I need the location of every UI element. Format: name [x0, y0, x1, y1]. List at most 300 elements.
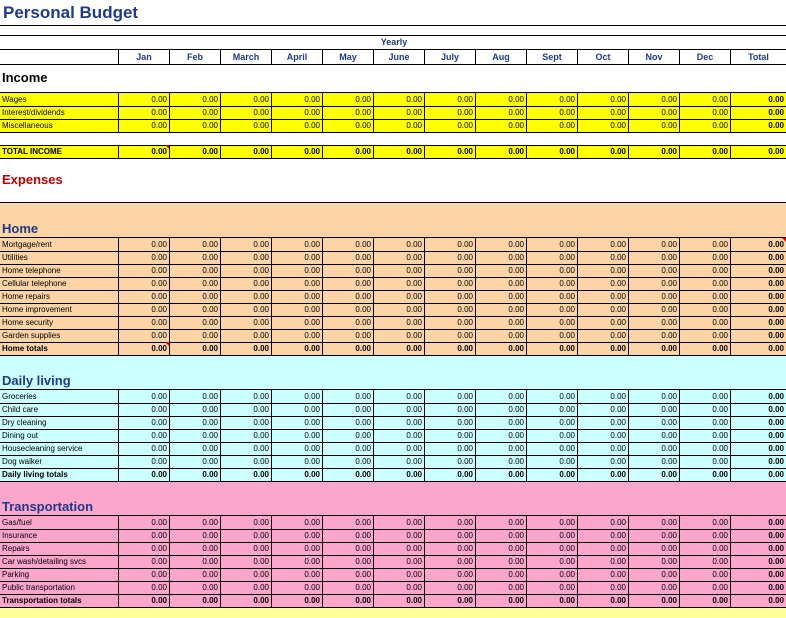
value-cell[interactable]: 0.00 — [220, 119, 271, 132]
value-cell[interactable]: 0.00 — [373, 93, 424, 106]
value-cell[interactable]: 0.00 — [475, 93, 526, 106]
value-cell[interactable]: 0.00 — [475, 238, 526, 251]
value-cell[interactable]: 0.00 — [169, 329, 220, 342]
value-cell[interactable]: 0.00 — [169, 316, 220, 329]
month-header-8[interactable]: Sept — [526, 50, 577, 64]
value-cell[interactable]: 0.00 — [679, 264, 730, 277]
value-cell[interactable]: 0.00 — [373, 568, 424, 581]
value-cell[interactable]: 0.00 — [118, 238, 169, 251]
value-cell[interactable]: 0.00 — [118, 290, 169, 303]
value-cell[interactable]: 0.00 — [628, 594, 679, 607]
value-cell[interactable]: 0.00 — [577, 238, 628, 251]
value-cell[interactable]: 0.00 — [628, 329, 679, 342]
value-cell[interactable]: 0.00 — [475, 429, 526, 442]
value-cell[interactable]: 0.00 — [526, 468, 577, 481]
value-cell[interactable]: 0.00 — [118, 277, 169, 290]
value-cell[interactable]: 0.00 — [169, 416, 220, 429]
value-cell[interactable]: 0.00 — [271, 342, 322, 355]
value-cell[interactable]: 0.00 — [730, 251, 786, 264]
value-cell[interactable]: 0.00 — [679, 581, 730, 594]
value-cell[interactable]: 0.00 — [220, 277, 271, 290]
value-cell[interactable]: 0.00 — [526, 568, 577, 581]
value-cell[interactable]: 0.00 — [373, 542, 424, 555]
value-cell[interactable]: 0.00 — [475, 145, 526, 158]
value-cell[interactable]: 0.00 — [322, 277, 373, 290]
value-cell[interactable]: 0.00 — [526, 442, 577, 455]
value-cell[interactable]: 0.00 — [628, 416, 679, 429]
month-header-7[interactable]: Aug — [475, 50, 526, 64]
value-cell[interactable]: 0.00 — [475, 251, 526, 264]
value-cell[interactable]: 0.00 — [220, 290, 271, 303]
value-cell[interactable]: 0.00 — [577, 416, 628, 429]
value-cell[interactable]: 0.00 — [271, 555, 322, 568]
value-cell[interactable]: 0.00 — [628, 442, 679, 455]
value-cell[interactable]: 0.00 — [169, 390, 220, 403]
value-cell[interactable]: 0.00 — [577, 581, 628, 594]
value-cell[interactable]: 0.00 — [628, 455, 679, 468]
value-cell[interactable]: 0.00 — [322, 429, 373, 442]
value-cell[interactable]: 0.00 — [118, 251, 169, 264]
value-cell[interactable]: 0.00 — [475, 416, 526, 429]
value-cell[interactable]: 0.00 — [118, 568, 169, 581]
value-cell[interactable]: 0.00 — [577, 568, 628, 581]
value-cell[interactable]: 0.00 — [526, 542, 577, 555]
value-cell[interactable]: 0.00 — [475, 342, 526, 355]
value-cell[interactable]: 0.00 — [577, 303, 628, 316]
value-cell[interactable]: 0.00 — [730, 555, 786, 568]
value-cell[interactable]: 0.00 — [577, 106, 628, 119]
value-cell[interactable]: 0.00 — [679, 290, 730, 303]
value-cell[interactable]: 0.00 — [271, 442, 322, 455]
value-cell[interactable]: 0.00 — [424, 429, 475, 442]
value-cell[interactable]: 0.00 — [271, 516, 322, 529]
value-cell[interactable]: 0.00 — [628, 106, 679, 119]
value-cell[interactable]: 0.00 — [373, 390, 424, 403]
value-cell[interactable]: 0.00 — [475, 119, 526, 132]
value-cell[interactable]: 0.00 — [577, 264, 628, 277]
value-cell[interactable]: 0.00 — [730, 468, 786, 481]
value-cell[interactable]: 0.00 — [424, 342, 475, 355]
value-cell[interactable]: 0.00 — [271, 303, 322, 316]
value-cell[interactable]: 0.00 — [628, 581, 679, 594]
value-cell[interactable]: 0.00 — [169, 555, 220, 568]
value-cell[interactable]: 0.00 — [526, 390, 577, 403]
value-cell[interactable]: 0.00 — [679, 468, 730, 481]
value-cell[interactable]: 0.00 — [118, 594, 169, 607]
value-cell[interactable]: 0.00 — [526, 106, 577, 119]
value-cell[interactable]: 0.00 — [118, 329, 169, 342]
value-cell[interactable]: 0.00 — [526, 594, 577, 607]
value-cell[interactable]: 0.00 — [373, 581, 424, 594]
value-cell[interactable]: 0.00 — [322, 329, 373, 342]
value-cell[interactable]: 0.00 — [322, 403, 373, 416]
value-cell[interactable]: 0.00 — [424, 468, 475, 481]
value-cell[interactable]: 0.00 — [169, 529, 220, 542]
value-cell[interactable]: 0.00 — [322, 442, 373, 455]
value-cell[interactable]: 0.00 — [322, 468, 373, 481]
value-cell[interactable]: 0.00 — [118, 403, 169, 416]
month-header-9[interactable]: Oct — [577, 50, 628, 64]
value-cell[interactable]: 0.00 — [679, 455, 730, 468]
value-cell[interactable]: 0.00 — [679, 316, 730, 329]
value-cell[interactable]: 0.00 — [169, 516, 220, 529]
value-cell[interactable]: 0.00 — [628, 342, 679, 355]
value-cell[interactable]: 0.00 — [322, 542, 373, 555]
value-cell[interactable]: 0.00 — [526, 455, 577, 468]
value-cell[interactable]: 0.00 — [679, 555, 730, 568]
value-cell[interactable]: 0.00 — [373, 403, 424, 416]
value-cell[interactable]: 0.00 — [220, 316, 271, 329]
value-cell[interactable]: 0.00 — [679, 238, 730, 251]
value-cell[interactable]: 0.00 — [730, 390, 786, 403]
value-cell[interactable]: 0.00 — [679, 529, 730, 542]
value-cell[interactable]: 0.00 — [322, 251, 373, 264]
value-cell[interactable]: 0.00 — [220, 106, 271, 119]
value-cell[interactable]: 0.00 — [322, 238, 373, 251]
month-header-11[interactable]: Dec — [679, 50, 730, 64]
value-cell[interactable]: 0.00 — [475, 277, 526, 290]
value-cell[interactable]: 0.00 — [424, 303, 475, 316]
value-cell[interactable]: 0.00 — [577, 119, 628, 132]
value-cell[interactable]: 0.00 — [424, 455, 475, 468]
value-cell[interactable]: 0.00 — [577, 290, 628, 303]
value-cell[interactable]: 0.00 — [730, 429, 786, 442]
value-cell[interactable]: 0.00 — [424, 581, 475, 594]
value-cell[interactable]: 0.00 — [169, 303, 220, 316]
value-cell[interactable]: 0.00 — [526, 416, 577, 429]
value-cell[interactable]: 0.00 — [730, 316, 786, 329]
value-cell[interactable]: 0.00 — [475, 468, 526, 481]
value-cell[interactable]: 0.00 — [220, 516, 271, 529]
value-cell[interactable]: 0.00 — [730, 516, 786, 529]
value-cell[interactable]: 0.00 — [475, 455, 526, 468]
value-cell[interactable]: 0.00 — [526, 251, 577, 264]
value-cell[interactable]: 0.00 — [169, 251, 220, 264]
value-cell[interactable]: 0.00 — [373, 342, 424, 355]
value-cell[interactable]: 0.00 — [628, 93, 679, 106]
value-cell[interactable]: 0.00 — [220, 581, 271, 594]
value-cell[interactable]: 0.00 — [322, 455, 373, 468]
value-cell[interactable]: 0.00 — [730, 264, 786, 277]
value-cell[interactable]: 0.00 — [169, 106, 220, 119]
value-cell[interactable]: 0.00 — [220, 468, 271, 481]
value-cell[interactable]: 0.00 — [628, 468, 679, 481]
value-cell[interactable]: 0.00 — [169, 429, 220, 442]
value-cell[interactable]: 0.00 — [526, 429, 577, 442]
value-cell[interactable]: 0.00 — [169, 468, 220, 481]
value-cell[interactable]: 0.00 — [118, 442, 169, 455]
value-cell[interactable]: 0.00 — [322, 316, 373, 329]
value-cell[interactable]: 0.00 — [118, 468, 169, 481]
value-cell[interactable]: 0.00 — [118, 145, 169, 158]
value-cell[interactable]: 0.00 — [271, 568, 322, 581]
value-cell[interactable]: 0.00 — [679, 145, 730, 158]
value-cell[interactable]: 0.00 — [475, 290, 526, 303]
value-cell[interactable]: 0.00 — [628, 390, 679, 403]
month-header-6[interactable]: July — [424, 50, 475, 64]
value-cell[interactable]: 0.00 — [169, 581, 220, 594]
value-cell[interactable]: 0.00 — [424, 442, 475, 455]
value-cell[interactable]: 0.00 — [373, 529, 424, 542]
value-cell[interactable]: 0.00 — [373, 429, 424, 442]
value-cell[interactable]: 0.00 — [730, 416, 786, 429]
value-cell[interactable]: 0.00 — [220, 442, 271, 455]
value-cell[interactable]: 0.00 — [730, 277, 786, 290]
value-cell[interactable]: 0.00 — [169, 290, 220, 303]
value-cell[interactable]: 0.00 — [322, 106, 373, 119]
value-cell[interactable]: 0.00 — [628, 290, 679, 303]
value-cell[interactable]: 0.00 — [475, 303, 526, 316]
value-cell[interactable]: 0.00 — [679, 542, 730, 555]
value-cell[interactable]: 0.00 — [730, 403, 786, 416]
value-cell[interactable]: 0.00 — [628, 238, 679, 251]
value-cell[interactable]: 0.00 — [373, 277, 424, 290]
value-cell[interactable]: 0.00 — [373, 119, 424, 132]
value-cell[interactable]: 0.00 — [271, 264, 322, 277]
value-cell[interactable]: 0.00 — [577, 468, 628, 481]
value-cell[interactable]: 0.00 — [526, 516, 577, 529]
value-cell[interactable]: 0.00 — [169, 238, 220, 251]
value-cell[interactable]: 0.00 — [526, 581, 577, 594]
value-cell[interactable]: 0.00 — [577, 403, 628, 416]
value-cell[interactable]: 0.00 — [373, 594, 424, 607]
value-cell[interactable]: 0.00 — [424, 145, 475, 158]
value-cell[interactable]: 0.00 — [475, 264, 526, 277]
value-cell[interactable]: 0.00 — [577, 442, 628, 455]
value-cell[interactable]: 0.00 — [526, 93, 577, 106]
value-cell[interactable]: 0.00 — [628, 303, 679, 316]
value-cell[interactable]: 0.00 — [679, 568, 730, 581]
value-cell[interactable]: 0.00 — [271, 119, 322, 132]
value-cell[interactable]: 0.00 — [424, 93, 475, 106]
value-cell[interactable]: 0.00 — [475, 106, 526, 119]
value-cell[interactable]: 0.00 — [577, 93, 628, 106]
month-header-12[interactable]: Total — [730, 50, 786, 64]
value-cell[interactable]: 0.00 — [271, 390, 322, 403]
value-cell[interactable]: 0.00 — [526, 290, 577, 303]
value-cell[interactable]: 0.00 — [169, 403, 220, 416]
value-cell[interactable]: 0.00 — [526, 277, 577, 290]
value-cell[interactable]: 0.00 — [169, 455, 220, 468]
value-cell[interactable]: 0.00 — [475, 568, 526, 581]
value-cell[interactable]: 0.00 — [628, 568, 679, 581]
value-cell[interactable]: 0.00 — [322, 93, 373, 106]
value-cell[interactable]: 0.00 — [373, 290, 424, 303]
month-header-4[interactable]: May — [322, 50, 373, 64]
value-cell[interactable]: 0.00 — [169, 568, 220, 581]
value-cell[interactable]: 0.00 — [373, 455, 424, 468]
value-cell[interactable]: 0.00 — [577, 429, 628, 442]
value-cell[interactable]: 0.00 — [220, 594, 271, 607]
value-cell[interactable]: 0.00 — [118, 529, 169, 542]
value-cell[interactable]: 0.00 — [220, 403, 271, 416]
value-cell[interactable]: 0.00 — [424, 594, 475, 607]
value-cell[interactable]: 0.00 — [220, 429, 271, 442]
month-header-10[interactable]: Nov — [628, 50, 679, 64]
value-cell[interactable]: 0.00 — [118, 106, 169, 119]
value-cell[interactable]: 0.00 — [526, 555, 577, 568]
value-cell[interactable]: 0.00 — [628, 429, 679, 442]
value-cell[interactable]: 0.00 — [475, 594, 526, 607]
value-cell[interactable]: 0.00 — [220, 416, 271, 429]
value-cell[interactable]: 0.00 — [373, 316, 424, 329]
value-cell[interactable]: 0.00 — [322, 390, 373, 403]
value-cell[interactable]: 0.00 — [169, 594, 220, 607]
value-cell[interactable]: 0.00 — [271, 429, 322, 442]
value-cell[interactable]: 0.00 — [424, 529, 475, 542]
value-cell[interactable]: 0.00 — [220, 542, 271, 555]
value-cell[interactable]: 0.00 — [424, 251, 475, 264]
value-cell[interactable]: 0.00 — [679, 303, 730, 316]
value-cell[interactable]: 0.00 — [730, 342, 786, 355]
value-cell[interactable]: 0.00 — [271, 290, 322, 303]
value-cell[interactable]: 0.00 — [577, 555, 628, 568]
value-cell[interactable]: 0.00 — [577, 390, 628, 403]
value-cell[interactable]: 0.00 — [679, 429, 730, 442]
value-cell[interactable]: 0.00 — [220, 455, 271, 468]
value-cell[interactable]: 0.00 — [577, 277, 628, 290]
comment-marker-icon[interactable] — [782, 238, 786, 242]
value-cell[interactable]: 0.00 — [118, 390, 169, 403]
value-cell[interactable]: 0.00 — [424, 277, 475, 290]
value-cell[interactable]: 0.00 — [577, 316, 628, 329]
value-cell[interactable]: 0.00 — [730, 290, 786, 303]
value-cell[interactable]: 0.00 — [628, 529, 679, 542]
value-cell[interactable]: 0.00 — [118, 581, 169, 594]
value-cell[interactable]: 0.00 — [169, 542, 220, 555]
value-cell[interactable]: 0.00 — [628, 119, 679, 132]
value-cell[interactable]: 0.00 — [169, 277, 220, 290]
value-cell[interactable]: 0.00 — [679, 342, 730, 355]
value-cell[interactable]: 0.00 — [322, 529, 373, 542]
value-cell[interactable]: 0.00 — [679, 442, 730, 455]
value-cell[interactable]: 0.00 — [424, 568, 475, 581]
value-cell[interactable]: 0.00 — [322, 290, 373, 303]
value-cell[interactable]: 0.00 — [475, 390, 526, 403]
value-cell[interactable]: 0.00 — [730, 106, 786, 119]
value-cell[interactable]: 0.00 — [577, 251, 628, 264]
value-cell[interactable]: 0.00 — [322, 555, 373, 568]
value-cell[interactable]: 0.00 — [373, 264, 424, 277]
value-cell[interactable]: 0.00 — [118, 542, 169, 555]
value-cell[interactable]: 0.00 — [118, 455, 169, 468]
value-cell[interactable]: 0.00 — [628, 542, 679, 555]
value-cell[interactable]: 0.00 — [322, 119, 373, 132]
value-cell[interactable]: 0.00 — [271, 251, 322, 264]
month-header-0[interactable]: Jan — [118, 50, 169, 64]
value-cell[interactable]: 0.00 — [271, 238, 322, 251]
value-cell[interactable]: 0.00 — [271, 145, 322, 158]
value-cell[interactable]: 0.00 — [220, 329, 271, 342]
value-cell[interactable]: 0.00 — [526, 145, 577, 158]
value-cell[interactable]: 0.00 — [220, 529, 271, 542]
value-cell[interactable]: 0.00 — [577, 529, 628, 542]
value-cell[interactable]: 0.00 — [475, 516, 526, 529]
value-cell[interactable]: 0.00 — [373, 468, 424, 481]
value-cell[interactable]: 0.00 — [475, 329, 526, 342]
value-cell[interactable]: 0.00 — [118, 119, 169, 132]
value-cell[interactable]: 0.00 — [526, 403, 577, 416]
value-cell[interactable]: 0.00 — [475, 403, 526, 416]
value-cell[interactable]: 0.00 — [730, 568, 786, 581]
value-cell[interactable]: 0.00 — [271, 542, 322, 555]
value-cell[interactable]: 0.00 — [526, 119, 577, 132]
value-cell[interactable]: 0.00 — [730, 529, 786, 542]
value-cell[interactable]: 0.00 — [271, 403, 322, 416]
value-cell[interactable]: 0.00 — [220, 342, 271, 355]
value-cell[interactable]: 0.00 — [220, 145, 271, 158]
value-cell[interactable]: 0.00 — [373, 238, 424, 251]
value-cell[interactable]: 0.00 — [730, 455, 786, 468]
month-header-1[interactable]: Feb — [169, 50, 220, 64]
value-cell[interactable]: 0.00 — [526, 303, 577, 316]
value-cell[interactable]: 0.00 — [526, 238, 577, 251]
value-cell[interactable]: 0.00 — [424, 542, 475, 555]
value-cell[interactable]: 0.00 — [271, 277, 322, 290]
value-cell[interactable]: 0.00 — [628, 145, 679, 158]
value-cell[interactable]: 0.00 — [373, 555, 424, 568]
value-cell[interactable]: 0.00 — [730, 581, 786, 594]
value-cell[interactable]: 0.00 — [424, 390, 475, 403]
value-cell[interactable]: 0.00 — [424, 329, 475, 342]
value-cell[interactable]: 0.00 — [322, 568, 373, 581]
value-cell[interactable]: 0.00 — [220, 390, 271, 403]
value-cell[interactable]: 0.00 — [577, 594, 628, 607]
value-cell[interactable]: 0.00 — [169, 145, 220, 158]
value-cell[interactable]: 0.00 — [577, 145, 628, 158]
value-cell[interactable]: 0.00 — [730, 145, 786, 158]
value-cell[interactable]: 0.00 — [271, 594, 322, 607]
value-cell[interactable]: 0.00 — [373, 145, 424, 158]
value-cell[interactable]: 0.00 — [526, 316, 577, 329]
value-cell[interactable]: 0.00 — [271, 468, 322, 481]
value-cell[interactable]: 0.00 — [271, 316, 322, 329]
value-cell[interactable]: 0.00 — [526, 264, 577, 277]
value-cell[interactable]: 0.00 — [628, 316, 679, 329]
value-cell[interactable]: 0.00 — [679, 106, 730, 119]
value-cell[interactable]: 0.00 — [220, 238, 271, 251]
value-cell[interactable]: 0.00 — [679, 390, 730, 403]
value-cell[interactable]: 0.00 — [373, 106, 424, 119]
value-cell[interactable]: 0.00 — [424, 238, 475, 251]
value-cell[interactable]: 0.00 — [679, 93, 730, 106]
value-cell[interactable]: 0.00 — [271, 529, 322, 542]
value-cell[interactable]: 0.00 — [169, 264, 220, 277]
value-cell[interactable]: 0.00 — [577, 542, 628, 555]
value-cell[interactable]: 0.00 — [169, 93, 220, 106]
value-cell[interactable]: 0.00 — [475, 442, 526, 455]
value-cell[interactable]: 0.00 — [475, 581, 526, 594]
value-cell[interactable]: 0.00 — [577, 516, 628, 529]
value-cell[interactable]: 0.00 — [475, 542, 526, 555]
value-cell[interactable]: 0.00 — [169, 442, 220, 455]
value-cell[interactable]: 0.00 — [424, 290, 475, 303]
value-cell[interactable]: 0.00 — [628, 251, 679, 264]
value-cell[interactable]: 0.00 — [322, 581, 373, 594]
value-cell[interactable]: 0.00 — [475, 316, 526, 329]
value-cell[interactable]: 0.00 — [424, 516, 475, 529]
value-cell[interactable]: 0.00 — [373, 516, 424, 529]
value-cell[interactable]: 0.00 — [679, 416, 730, 429]
value-cell[interactable]: 0.00 — [322, 342, 373, 355]
month-header-5[interactable]: June — [373, 50, 424, 64]
value-cell[interactable]: 0.00 — [628, 516, 679, 529]
value-cell[interactable]: 0.00 — [679, 403, 730, 416]
value-cell[interactable]: 0.00 — [679, 516, 730, 529]
value-cell[interactable]: 0.00 — [118, 303, 169, 316]
value-cell[interactable]: 0.00 — [424, 403, 475, 416]
value-cell[interactable]: 0.00 — [118, 316, 169, 329]
